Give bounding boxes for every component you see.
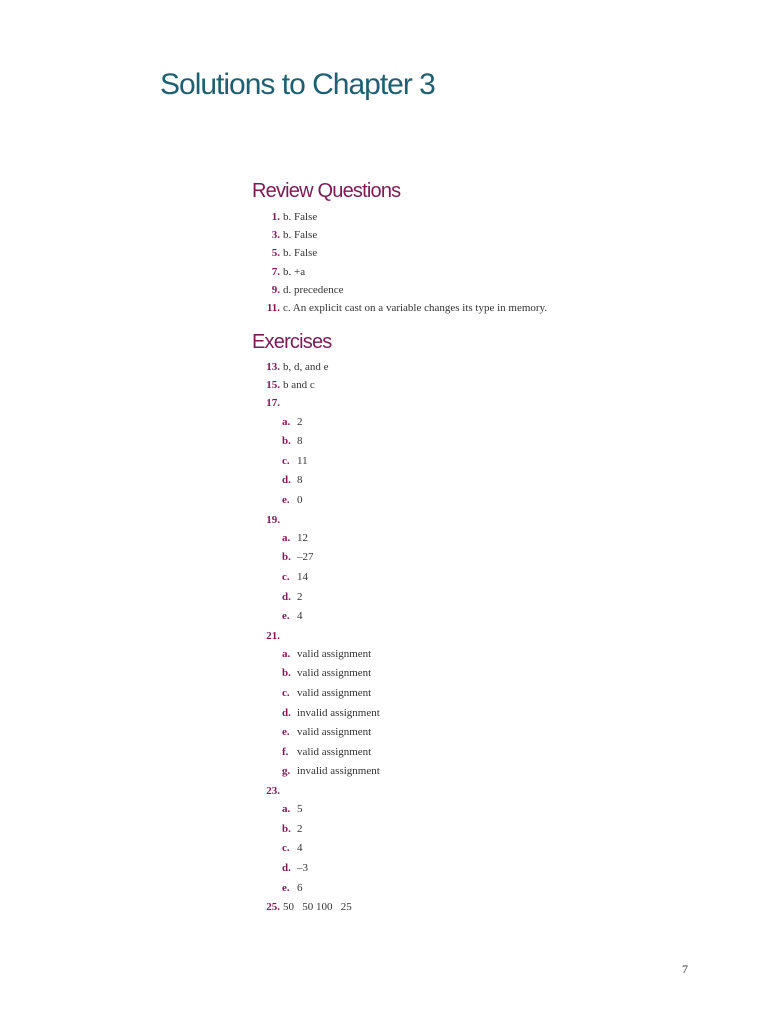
item-answer: b. False — [283, 247, 318, 260]
sub-item-letter: c. — [282, 570, 290, 583]
sub-item — [282, 684, 380, 704]
sub-item — [282, 859, 380, 879]
sub-item-answer: –3 — [297, 862, 308, 874]
list-item — [252, 394, 380, 412]
page-title: Solutions to Chapter 3 — [160, 68, 435, 101]
sub-item — [282, 432, 380, 452]
sub-item-letter: a. — [282, 415, 291, 428]
sub-item-letter: b. — [282, 435, 291, 448]
item-answer: b. False — [283, 211, 318, 223]
sub-item-answer: invalid assignment — [297, 765, 380, 778]
sub-item — [282, 568, 380, 588]
item-answer: b. +a — [283, 265, 306, 278]
exercises-list — [252, 358, 380, 916]
sub-item-letter: a. — [282, 531, 291, 544]
sub-item-answer: invalid assignment — [297, 706, 380, 719]
sub-item-letter: d. — [282, 474, 291, 487]
sub-item — [282, 723, 380, 743]
sub-item-answer: 8 — [297, 435, 303, 448]
sub-item-answer: valid assignment — [297, 726, 372, 739]
page-number: 7 — [682, 962, 688, 976]
sub-item-letter: e. — [282, 610, 290, 623]
list-item — [252, 226, 547, 244]
sub-item-answer: –27 — [297, 551, 314, 564]
item-number: 15. — [266, 379, 280, 392]
sub-item-letter: d. — [282, 862, 291, 874]
sub-item-letter: b. — [282, 551, 291, 564]
sub-item-answer: 14 — [297, 570, 308, 583]
sub-item-letter: g. — [282, 765, 291, 778]
sub-item — [282, 664, 380, 684]
sub-item — [282, 704, 380, 724]
sub-item-answer: 2 — [297, 590, 303, 603]
item-number: 1. — [271, 211, 280, 223]
review-questions-list — [252, 208, 547, 317]
sub-list — [252, 645, 380, 782]
sub-item-answer: 4 — [297, 610, 303, 623]
item-number: 5. — [271, 247, 280, 260]
sub-item-answer: valid assignment — [297, 745, 372, 758]
item-answer: d. precedence — [283, 283, 344, 296]
sub-item-answer: valid assignment — [297, 667, 372, 680]
item-answer: b. False — [283, 229, 318, 242]
exercises-heading: Exercises — [252, 331, 332, 353]
sub-item — [282, 452, 380, 472]
sub-item-answer: 12 — [297, 531, 308, 544]
item-number: 19. — [266, 513, 280, 526]
list-item — [252, 263, 547, 281]
sub-item — [282, 820, 380, 840]
list-item — [252, 627, 380, 645]
item-number: 25. — [266, 901, 280, 914]
list-item — [252, 376, 380, 394]
sub-item-answer: 6 — [297, 881, 303, 894]
sub-list — [252, 529, 380, 627]
sub-item-letter: e. — [282, 881, 290, 894]
sub-item-letter: b. — [282, 822, 291, 835]
list-item — [252, 358, 380, 376]
sub-item-answer: 4 — [297, 842, 303, 855]
list-item — [252, 299, 547, 317]
item-answer: b, d, and e — [283, 361, 329, 373]
list-item — [252, 281, 547, 299]
sub-item — [282, 491, 380, 511]
item-answer: c. An explicit cast on a variable changes its type in memory. — [283, 301, 548, 314]
sub-item-answer: 2 — [297, 415, 303, 428]
item-number: 17. — [266, 397, 280, 410]
sub-item — [282, 529, 380, 549]
list-item — [252, 244, 547, 262]
item-number: 11. — [266, 301, 280, 314]
sub-item-letter: c. — [282, 842, 290, 855]
sub-item — [282, 762, 380, 782]
sub-item-letter: d. — [282, 706, 291, 719]
sub-item — [282, 800, 380, 820]
list-item — [252, 208, 547, 226]
sub-item — [282, 607, 380, 627]
sub-item-answer: 2 — [297, 822, 303, 835]
list-item — [252, 511, 380, 529]
review-questions-heading: Review Questions — [252, 180, 401, 202]
item-number: 13. — [266, 361, 280, 373]
sub-item-answer: 0 — [297, 493, 303, 506]
item-number: 21. — [266, 629, 280, 642]
sub-item — [282, 471, 380, 491]
sub-list — [252, 800, 380, 898]
item-number: 3. — [271, 229, 280, 242]
sub-item — [282, 839, 380, 859]
sub-item — [282, 743, 380, 763]
sub-item-letter: b. — [282, 667, 291, 680]
list-item — [252, 898, 380, 916]
sub-item — [282, 413, 380, 433]
sub-item-answer: valid assignment — [297, 647, 372, 660]
list-item — [252, 782, 380, 800]
item-answer: b and c — [283, 379, 315, 392]
sub-item-letter: c. — [282, 454, 290, 467]
sub-item-answer: 11 — [297, 454, 308, 467]
sub-list — [252, 413, 380, 511]
sub-item-letter: e. — [282, 726, 290, 739]
sub-item-answer: 5 — [297, 803, 303, 816]
sub-item — [282, 588, 380, 608]
sub-item-letter: a. — [282, 647, 291, 660]
sub-item — [282, 879, 380, 899]
sub-item — [282, 548, 380, 568]
sub-item-letter: f. — [282, 745, 289, 758]
sub-item-letter: a. — [282, 803, 291, 816]
item-number: 23. — [266, 785, 280, 798]
sub-item — [282, 645, 380, 665]
item-answer: 50 50 100 25 — [283, 901, 352, 914]
sub-item-answer: 8 — [297, 474, 303, 487]
sub-item-letter: e. — [282, 493, 290, 506]
sub-item-letter: c. — [282, 687, 290, 700]
sub-item-answer: valid assignment — [297, 687, 372, 700]
item-number: 9. — [271, 283, 280, 296]
item-number: 7. — [271, 265, 280, 278]
sub-item-letter: d. — [282, 590, 291, 603]
